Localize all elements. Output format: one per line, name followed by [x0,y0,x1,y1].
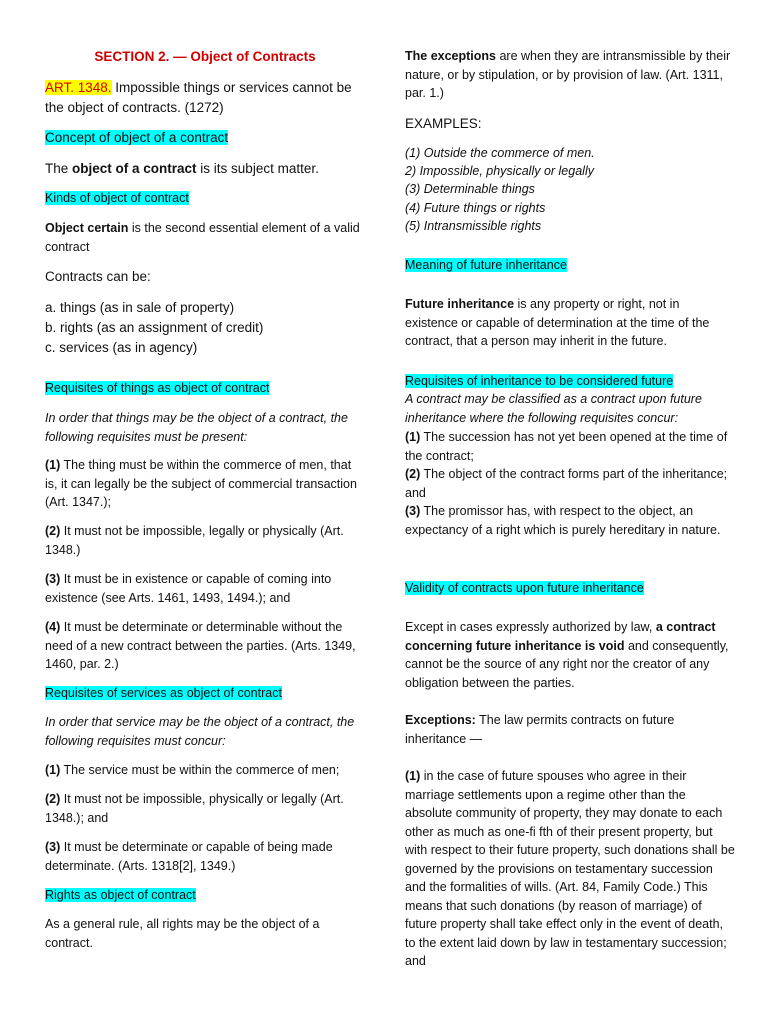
things-requisite-4: (4) It must be determinate or determinable without the need of a new contract between the parties. (Arts. 1349, 1460, par. 2.) [45,620,356,671]
things-intro: In order that things may be the object of a contract, the following requisites must be present: [45,411,348,444]
article-1348: ART. 1348. Impossible things or services cannot be the object of contracts. (1272) [45,80,352,115]
inheritance-requisite-3: (3) The promissor has, with respect to the object, an expectancy of a right which is purely hereditary in nature. [405,504,721,537]
exception-1: (1) in the case of future spouses who agree in their marriage settlements upon a regime other than the absolute community of property, they may donate to each other as much as one-fi fth of their present property, but with respect to their future property, such donations shall be governed by the provisions on testamentary succession and the formalities of wills. (Art. 84, Family Code.) This means that such donations (by reason of marriage) of future property shall take effect only in the event of death, to the extent laid down by law in testamentary succession; and [405,769,735,968]
section-title: SECTION 2. — Object of Contracts [94,49,316,64]
example-1: (1) Outside the commerce of men. [405,146,595,160]
example-3: (3) Determinable things [405,182,535,196]
inheritance-requisite-2: (2) The object of the contract forms part of the inheritance; and [405,467,728,500]
heading-kinds: Kinds of object of contract [45,191,189,205]
validity-text: Except in cases expressly authorized by law, a contract concerning future inheritance is void and consequently, cannot be the source of any right nor the creator of any obligation between the parties. [405,620,729,690]
example-2: 2) Impossible, physically or legally [405,164,594,178]
heading-requisites-inheritance: Requisites of inheritance to be considered future [405,374,674,388]
services-requisite-2: (2) It must not be impossible, physically or legally (Art. 1348.); and [45,792,344,825]
services-requisite-3: (3) It must be determinate or capable of being made determinate. (Arts. 1318[2], 1349.) [45,840,333,873]
meaning-text: Future inheritance is any property or right, not in existence or capable of determination at the time of the contract, that a person may inherit in the future. [405,297,710,348]
list-item-things: a. things (as in sale of property) [45,300,235,315]
inheritance-intro: A contract may be classified as a contract upon future inheritance where the following requisites concur: [405,392,702,425]
services-requisite-1: (1) The service must be within the commerce of men; [45,763,340,777]
example-4: (4) Future things or rights [405,201,546,215]
things-requisite-2: (2) It must not be impossible, legally or physically (Art. 1348.) [45,524,344,557]
heading-rights: Rights as object of contract [45,888,196,902]
list-item-services: c. services (as in agency) [45,340,198,355]
article-number: ART. 1348. [45,80,112,95]
things-requisite-1: (1) The thing must be within the commerce of men, that is, it can legally be the subject of commercial transaction (Art. 1347.); [45,458,357,509]
examples-heading: EXAMPLES: [405,116,482,131]
heading-requisites-services: Requisites of services as object of contract [45,686,282,700]
services-intro: In order that service may be the object of a contract, the following requisites must concur: [45,715,355,748]
exceptions-future-inheritance: Exceptions: The law permits contracts on future inheritance — [405,713,675,746]
heading-meaning-future-inheritance: Meaning of future inheritance [405,258,567,272]
concept-text: The object of a contract is its subject matter. [45,161,319,176]
rights-text: As a general rule, all rights may be the object of a contract. [45,917,320,950]
heading-requisites-things: Requisites of things as object of contract [45,381,270,395]
inheritance-requisite-1: (1) The succession has not yet been opened at the time of the contract; [405,430,728,463]
things-requisite-3: (3) It must be in existence or capable of coming into existence (see Arts. 1461, 1493, 1494.); and [45,572,332,605]
example-5: (5) Intransmissible rights [405,219,542,233]
list-item-rights: b. rights (as an assignment of credit) [45,320,264,335]
heading-concept: Concept of object of a contract [45,130,229,145]
heading-validity: Validity of contracts upon future inheritance [405,581,644,595]
contracts-can-be: Contracts can be: [45,269,151,284]
kinds-text: Object certain is the second essential element of a valid contract [45,221,360,254]
exceptions-intransmissible: The exceptions are when they are intransmissible by their nature, or by stipulation, or by provision of law. (Art. 1311, par. 1.) [405,49,731,100]
